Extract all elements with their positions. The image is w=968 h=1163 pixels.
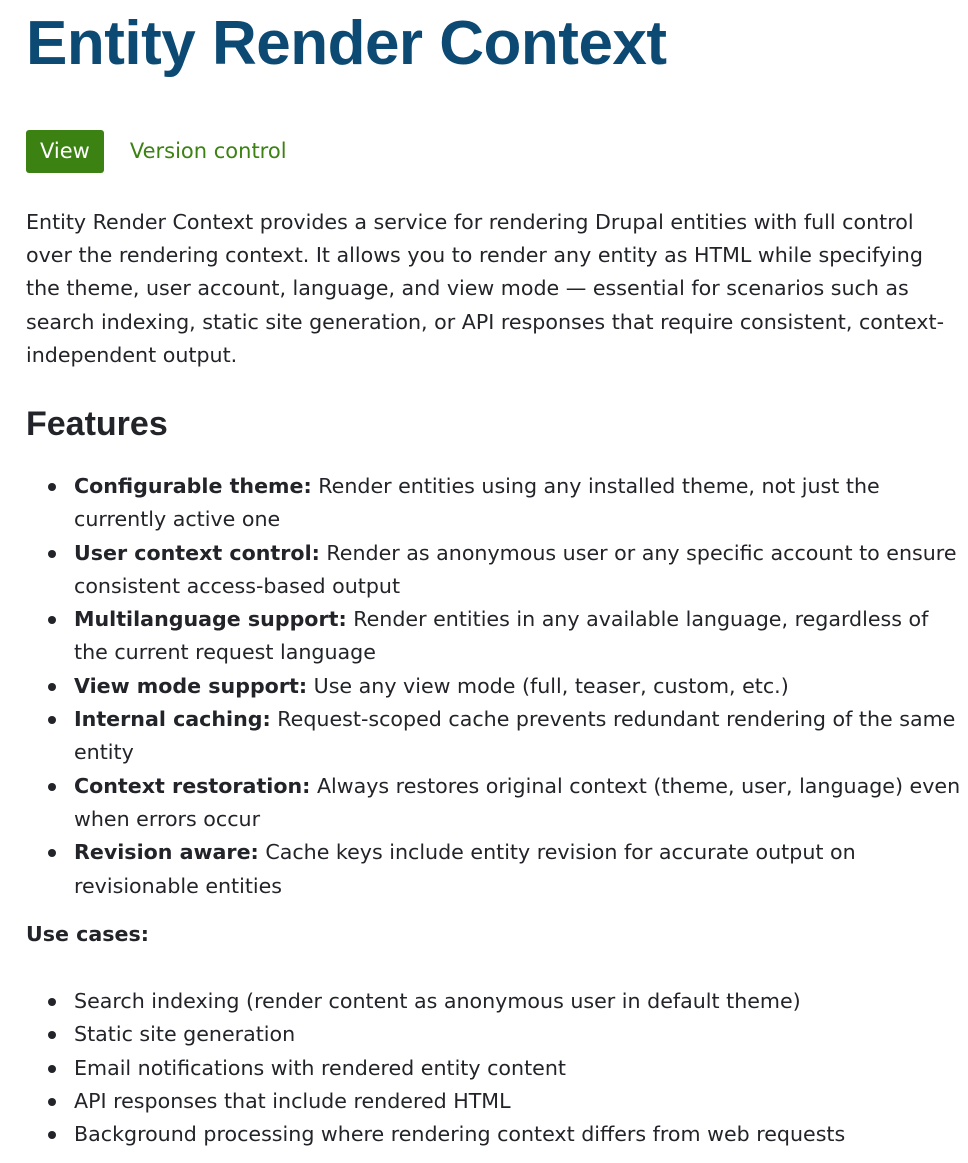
bullet-icon [48, 998, 56, 1006]
features-list [26, 470, 961, 903]
feature-name: View mode support: [74, 673, 308, 698]
feature-description: Render entities using any installed theme, not just the currently active one [74, 474, 880, 532]
feature-description: Always restores original context (theme, user, language) even when errors occur [74, 773, 961, 831]
feature-item [26, 770, 961, 837]
bullet-icon [48, 1131, 56, 1139]
bullet-icon [48, 1031, 56, 1039]
feature-item [26, 470, 961, 537]
use-case-item [26, 985, 961, 1018]
use-case-item [26, 1018, 961, 1051]
page-tabs [26, 130, 287, 173]
use-case-text: API responses that include rendered HTML [74, 1088, 511, 1113]
feature-item [26, 670, 961, 703]
use-case-text: Email notifications with rendered entity content [74, 1055, 566, 1080]
bullet-icon [48, 550, 56, 558]
bullet-icon [48, 849, 56, 857]
use-case-item [26, 1052, 961, 1085]
bullet-icon [48, 783, 56, 791]
feature-name: Multilanguage support: [74, 607, 347, 632]
bullet-icon [48, 683, 56, 691]
use-case-text: Background processing where rendering context differs from web requests [74, 1122, 846, 1147]
feature-description: Render as anonymous user or any specific account to ensure consistent access-based output [74, 540, 957, 598]
feature-item [26, 703, 961, 770]
use-case-text: Static site generation [74, 1022, 296, 1047]
use-case-item [26, 1085, 961, 1118]
feature-name: Configurable theme: [74, 474, 312, 498]
bullet-icon [48, 616, 56, 624]
feature-name: Context restoration: [74, 773, 311, 798]
bullet-icon [48, 1098, 56, 1106]
features-heading: Features [26, 405, 168, 443]
use-cases-list [26, 985, 961, 1151]
bullet-icon [48, 1065, 56, 1073]
feature-item [26, 603, 961, 670]
use-cases-label: Use cases: [26, 922, 149, 946]
feature-name: User context control: [74, 540, 320, 565]
feature-name: Revision aware: [74, 840, 259, 865]
feature-item [26, 836, 961, 903]
feature-description: Cache keys include entity revision for accurate output on revisionable entities [74, 840, 856, 898]
use-case-item [26, 1118, 961, 1151]
feature-description: Use any view mode (full, teaser, custom, etc.) [307, 673, 789, 698]
page-title: Entity Render Context [26, 9, 667, 78]
use-case-text: Search indexing (render content as anonymous user in default theme) [74, 989, 801, 1013]
feature-item [26, 537, 961, 604]
bullet-icon [48, 716, 56, 724]
tab-version-control[interactable]: Version control [129, 139, 287, 163]
tab-view[interactable]: View [26, 130, 104, 173]
feature-description: Render entities in any available language, regardless of the current request language [74, 607, 929, 665]
intro-paragraph: Entity Render Context provides a service for rendering Drupal entities with full control over the rendering context. It allows you to render any entity as HTML while specifying the theme, user account, language, and view mode — essential for scenarios such as search indexing, static site generation, or API responses that require consistent, context-independent output. [26, 210, 944, 367]
feature-name: Internal caching: [74, 707, 271, 732]
feature-description: Request-scoped cache prevents redundant rendering of the same entity [74, 707, 956, 765]
bullet-icon [48, 483, 56, 491]
